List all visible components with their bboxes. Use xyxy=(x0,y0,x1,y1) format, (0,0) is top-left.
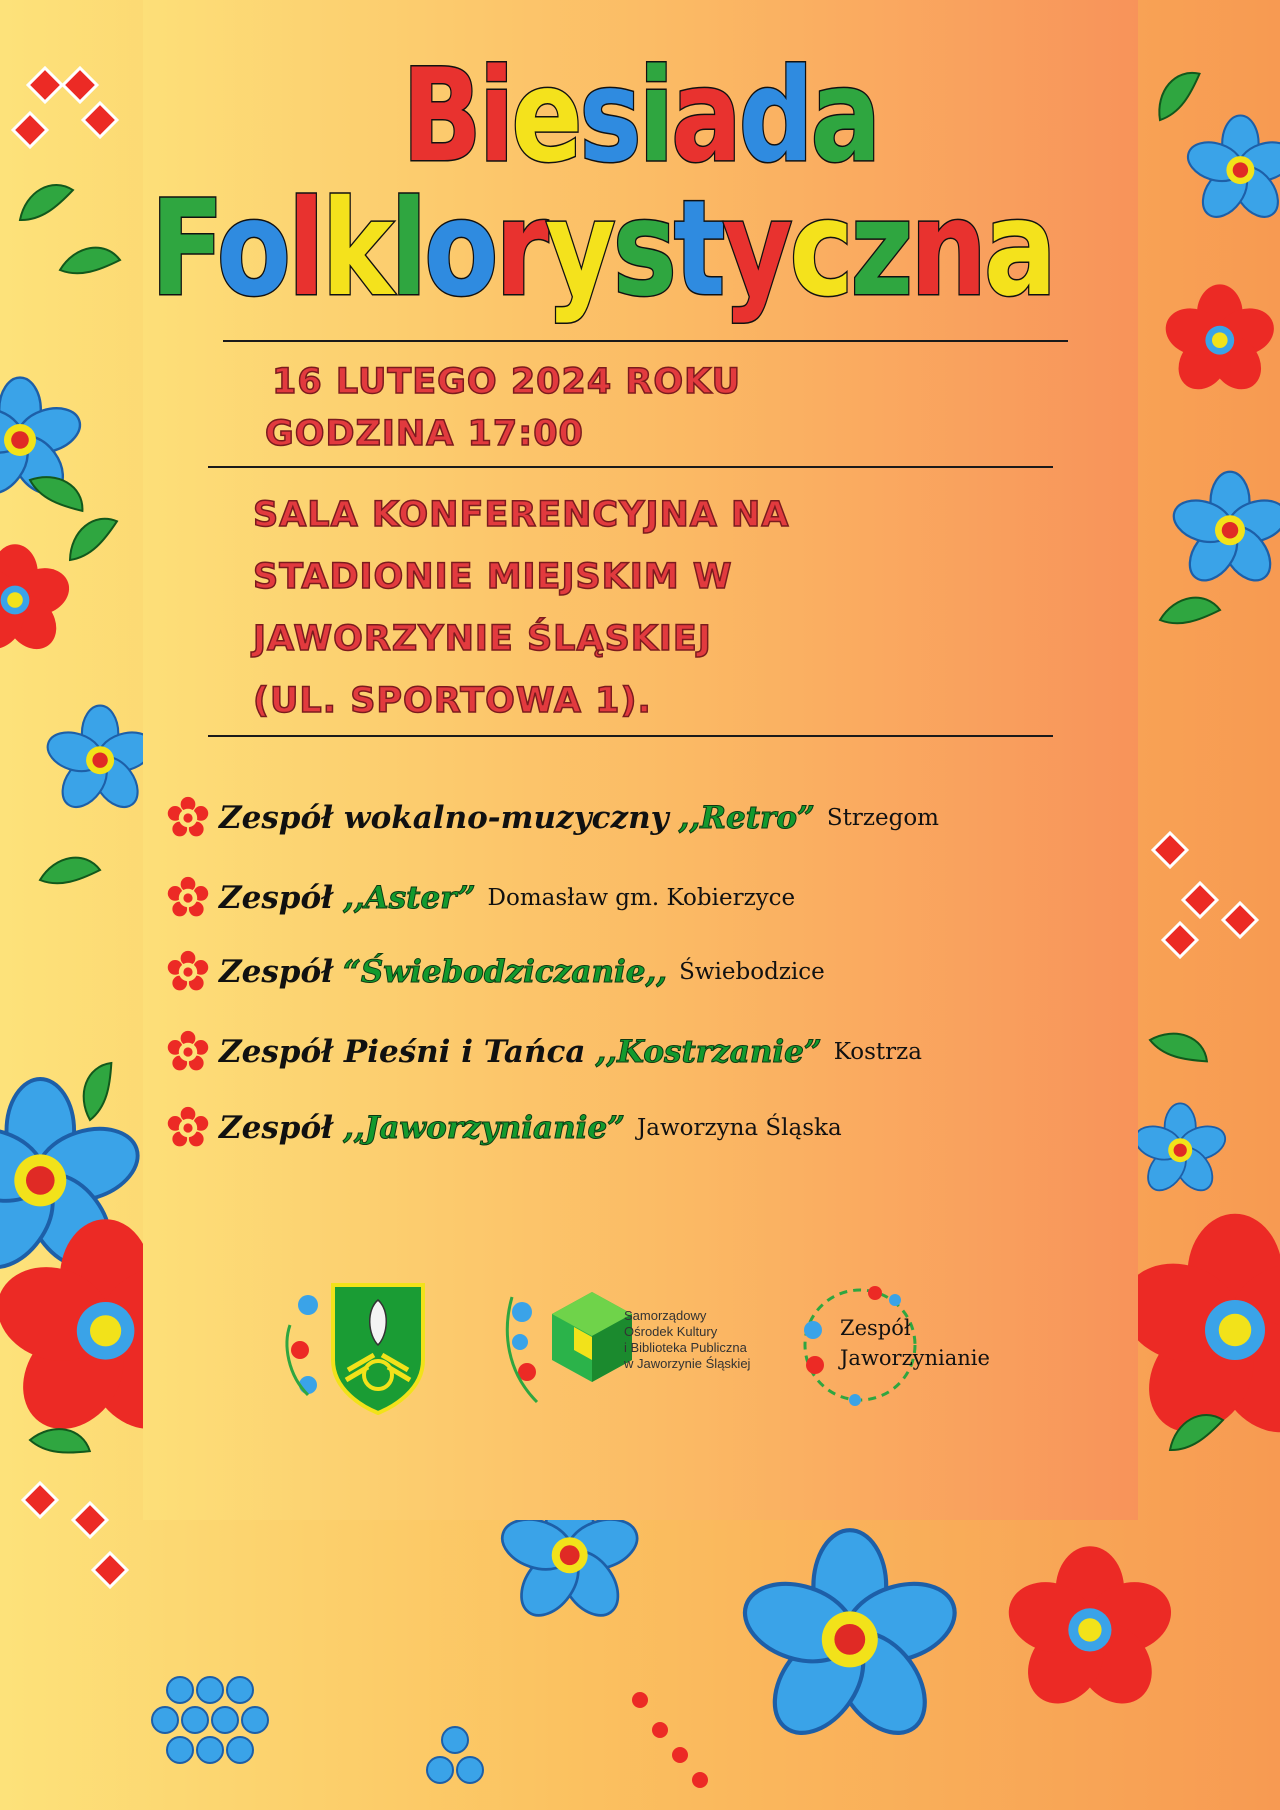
cultural-center-line: w Jaworzynie Śląskiej xyxy=(624,1356,751,1371)
title-letter: t xyxy=(673,172,723,326)
ensemble-place: Świebodzice xyxy=(679,959,825,985)
venue-line-3: JAWORZYNIE ŚLĄSKIEJ xyxy=(253,619,712,659)
ensemble-lead: Zespół Pieśni i Tańca xyxy=(219,1034,586,1070)
ensemble-lead: Zespół xyxy=(219,1110,334,1146)
ensemble-lead: Zespół xyxy=(219,880,334,916)
title-letter: y xyxy=(722,172,790,326)
title-letter: Bi xyxy=(401,42,512,191)
cultural-center-logo xyxy=(502,1272,772,1412)
cultural-center-line: Samorządowy xyxy=(624,1308,707,1323)
title-letter: l xyxy=(390,172,425,326)
ensemble-lead: Zespół wokalno-muzyczny xyxy=(219,800,669,836)
ensemble-place: Kostrza xyxy=(833,1039,923,1065)
flower-bullet-icon xyxy=(165,1029,211,1075)
title-line-2 xyxy=(77,172,1127,326)
cultural-center-line: i Biblioteka Publiczna xyxy=(624,1340,747,1355)
title-letter: o xyxy=(216,172,288,326)
title-letter: c xyxy=(789,172,851,326)
title-letter: a xyxy=(671,42,739,191)
title-letter: s xyxy=(579,42,639,191)
flower-bullet-icon xyxy=(165,795,211,841)
title-letter: i xyxy=(638,42,672,191)
divider-2 xyxy=(208,466,1053,468)
title-letter: a xyxy=(983,172,1054,326)
flower-bullet-icon xyxy=(165,875,211,921)
ensemble-place: Domasław gm. Kobierzyce xyxy=(487,885,796,911)
divider-1 xyxy=(223,340,1068,342)
title-letter: y xyxy=(545,172,613,326)
cube-icon xyxy=(502,1272,642,1412)
town-coat-of-arms-logo xyxy=(278,1275,428,1415)
event-time: GODZINA 17:00 xyxy=(265,414,584,454)
title-letter: o xyxy=(424,172,496,326)
title-letter: r xyxy=(495,172,546,326)
ensemble-place: Jaworzyna Śląska xyxy=(637,1115,842,1141)
venue-line-1: SALA KONFERENCYJNA NA xyxy=(253,495,790,535)
event-date: 16 LUTEGO 2024 ROKU xyxy=(272,362,742,402)
title-letter: s xyxy=(612,172,674,326)
divider-3 xyxy=(208,735,1053,737)
flower-bullet-icon xyxy=(165,949,211,995)
ensemble-logo-line: Jaworzynianie xyxy=(840,1346,990,1370)
title-letter: n xyxy=(910,172,984,326)
ensemble-name: ,,Kostrzanie” xyxy=(595,1034,822,1070)
ensemble-name: ,,Jaworzynianie” xyxy=(343,1110,626,1146)
title-letter: d xyxy=(738,42,811,191)
ensemble-name: ,,Aster” xyxy=(343,880,476,916)
cultural-center-line: Ośrodek Kultury xyxy=(624,1324,718,1339)
ensemble-logo-line: Zespół xyxy=(840,1316,911,1340)
venue-line-4: (UL. SPORTOWA 1). xyxy=(253,681,652,721)
title-line-1 xyxy=(115,42,1165,191)
title-letter: k xyxy=(321,172,391,326)
ensemble-item xyxy=(165,942,825,1002)
ensemble-lead: Zespół xyxy=(219,954,334,990)
venue-line-2: STADIONIE MIEJSKIM W xyxy=(253,557,733,597)
flower-bullet-icon xyxy=(165,1105,211,1151)
title-letter: F xyxy=(150,172,217,326)
ensemble-item xyxy=(165,1098,842,1158)
title-letter: l xyxy=(287,172,322,326)
ensemble-place: Strzegom xyxy=(826,805,939,831)
ensemble-jaworzynianie-logo xyxy=(795,1275,1035,1415)
ensemble-item xyxy=(165,788,939,848)
title-letter: a xyxy=(810,42,879,191)
ensemble-name: ,,Retro” xyxy=(678,800,815,836)
title-letter: z xyxy=(850,172,911,326)
ensemble-item xyxy=(165,868,795,928)
title-letter: e xyxy=(511,42,580,191)
ensemble-item xyxy=(165,1022,922,1082)
ensemble-name: “Świebodziczanie,, xyxy=(343,954,668,990)
